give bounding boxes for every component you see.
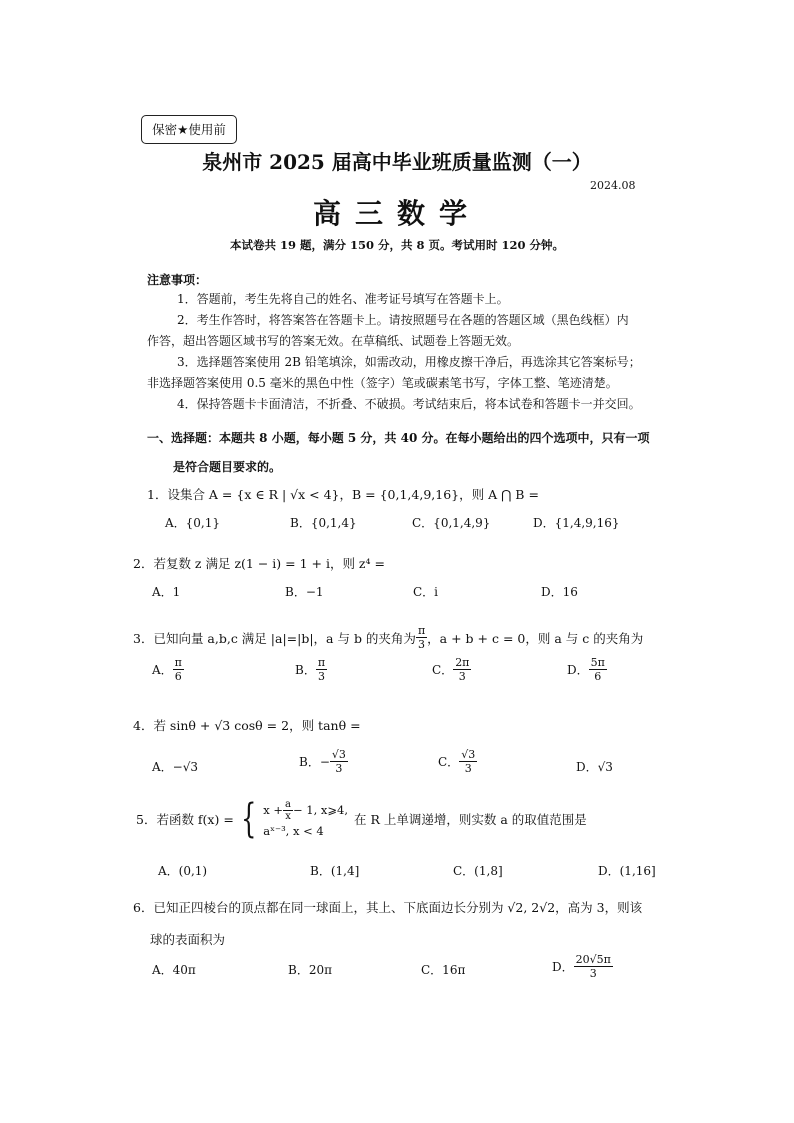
q3-option-b-frac [316,656,327,683]
q5-option-a: A．(0,1) [158,864,208,878]
frac-den: 3 [464,762,472,775]
piecewise-cases [263,799,348,840]
q1-option-c: C．{0,1,4,9} [412,516,491,530]
q6-option-d-frac [574,953,613,980]
q2-option-a: A．1 [152,585,181,599]
q3-option-d [567,656,607,683]
section-heading-cont: 是符合题目要求的。 [173,460,282,474]
frac-den: 3 [458,670,466,683]
frac-num: √3 [331,748,346,761]
q5-lead: 5．若函数 f(x) = [136,812,234,827]
q3-option-d-frac [589,656,607,683]
section-heading: 一、选择题：本题共 8 小题，每小题 5 分，共 40 分。在每小题给出的四个选项中，只有一项 [147,431,650,445]
exam-title: 泉州市 2025 届高中毕业班质量监测（一） [202,150,592,174]
q4-option-d [576,758,613,775]
question-6-cont: 球的表面积为 [150,932,226,947]
q2-option-b: B．−1 [285,585,324,599]
q2-option-d: D．16 [541,585,578,599]
frac-num: 20√5π [575,953,611,966]
exam-info: 本试卷共 19 题，满分 150 分，共 8 页。考试用时 120 分钟。 [229,238,565,252]
option-letter: D． [552,960,574,974]
confidential-stamp: 保密★使用前 [141,115,237,144]
piecewise-case-1 [263,799,348,822]
frac-num: 2π [455,656,470,669]
q3-option-c-frac [453,656,471,683]
option-value: √3 [597,759,613,774]
q4-option-c [438,748,477,775]
frac-den: 3 [335,762,343,775]
q3-text-b: ，a + b + c = 0，则 a 与 c 的夹角为 [427,630,644,646]
q1-option-a: A．{0,1} [165,516,221,530]
question-6: 6．已知正四棱台的顶点都在同一球面上，其上、下底面边长分别为 √2, 2√2，高为 3，则该 [133,900,643,915]
q5-option-c: C．(1,8] [453,864,503,878]
q1-option-b: B．{0,1,4} [290,516,357,530]
q6-option-c: C．16π [421,963,466,977]
q3-option-a [152,656,184,683]
frac-num: π [317,656,326,669]
option-letter: B． [295,663,316,677]
q4-option-a [152,758,198,775]
frac-den: 6 [594,670,602,683]
q6-option-d [552,953,613,980]
option-letter: A． [152,760,173,774]
q5-option-b: B．(1,4] [310,864,360,878]
frac-den: x [285,810,291,822]
q5-option-d: D．(1,16] [598,864,656,878]
q3-frac-den: 3 [418,638,426,651]
frac-den: 3 [317,670,325,683]
notice-line: 2．考生作答时，将答案答在答题卡上。请按照题号在各题的答题区域（黑色线框）内 [177,313,629,327]
frac-den: 6 [174,670,182,683]
q1-option-d: D．{1,4,9,16} [533,516,620,530]
q3-text-a: 3．已知向量 a,b,c 满足 |a|=|b|，a 与 b 的夹角为 [133,630,416,646]
q3-option-b [295,656,327,683]
notice-line: 非选择题答案使用 0.5 毫米的黑色中性（签字）笔或碳素笔书写，字体工整、笔迹清楚。 [147,376,618,390]
case1-post: − 1, x⩾4, [293,803,349,817]
q3-option-a-frac [173,656,184,683]
frac-num: 5π [590,656,605,669]
q3-frac-num: π [417,624,426,637]
option-letter: D． [576,760,598,774]
case1-pre: x + [263,803,284,817]
option-letter: C． [432,663,454,677]
q3-fraction [416,624,427,651]
piecewise-brace: { [240,796,257,842]
question-4: 4．若 sinθ + √3 cosθ = 2，则 tanθ = [133,718,361,733]
q4-option-c-frac [459,748,477,775]
notice-line: 作答，超出答题区域书写的答案无效。在草稿纸、试题卷上答题无效。 [147,334,520,348]
exam-date: 2024.08 [590,179,636,192]
case1-frac [283,799,293,822]
subject-title: 高三数学 [312,197,481,230]
option-letter: C． [438,755,460,769]
question-3 [133,624,643,651]
frac-num: π [174,656,182,669]
option-value: −√3 [172,759,199,774]
question-1: 1．设集合 A = {x ∈ R | √x < 4}，B = {0,1,4,9,16}，则 A ⋂ B = [147,487,539,502]
notice-line: 3．选择题答案使用 2B 铅笔填涂，如需改动，用橡皮擦干净后，再选涂其它答案标号； [177,355,641,369]
q6-option-b: B．20π [288,963,332,977]
frac-num: √3 [461,748,476,761]
question-2: 2．若复数 z 满足 z(1 − i) = 1 + i，则 z⁴ = [133,556,385,571]
option-letter: B． [299,755,320,769]
option-letter: D． [567,663,589,677]
frac-num: a [285,798,292,810]
q6-option-a: A．40π [152,963,196,977]
q5-tail: 在 R 上单调递增，则实数 a 的取值范围是 [354,812,587,827]
notice-line: 1．答题前，考生先将自己的姓名、准考证号填写在答题卡上。 [177,292,509,306]
notice-heading: 注意事项： [147,273,208,287]
notice-line: 4．保持答题卡卡面清洁，不折叠、不破损。考试结束后，将本试卷和答题卡一并交回。 [177,397,641,411]
q4-option-b-frac [330,748,348,775]
q2-option-c: C．i [413,585,439,599]
piecewise-case-2: aˣ⁻³, x < 4 [263,823,324,838]
q4-option-b [299,748,348,775]
q3-option-c [432,656,471,683]
option-letter: A． [152,663,173,677]
frac-den: 3 [589,967,597,980]
option-sign: − [319,754,330,769]
question-5 [136,794,587,844]
